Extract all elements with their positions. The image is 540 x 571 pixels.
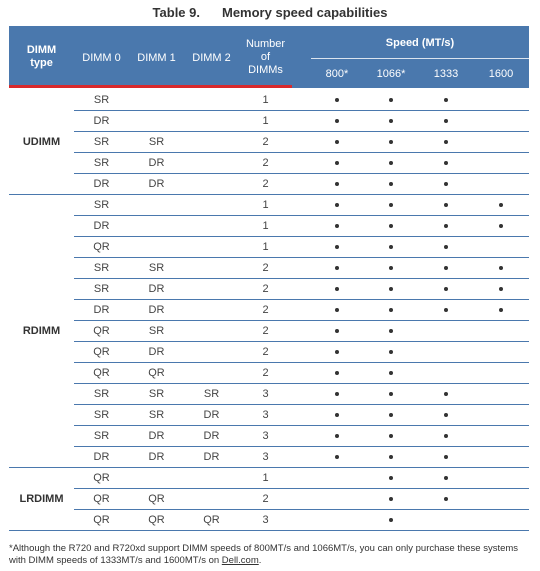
header-accent-bar: [9, 85, 292, 88]
supported-dot: [389, 329, 393, 333]
cell-dimm2: [184, 111, 239, 132]
table-row: [9, 447, 529, 468]
supported-dot: [389, 434, 393, 438]
cell-dimm0: SR: [93, 199, 110, 211]
header-speed-1066: 1066*: [376, 68, 406, 80]
cell-number-of-dimms: 2: [262, 346, 269, 358]
cell-dimm2: [184, 258, 239, 279]
supported-dot: [444, 287, 448, 291]
supported-dot: [499, 203, 503, 207]
cell-dimm1: SR: [148, 325, 165, 337]
table-row: [9, 468, 529, 489]
cell-dimm1: DR: [148, 304, 165, 316]
table-title: Memory speed capabilities: [222, 5, 388, 20]
cell-number-of-dimms: 1: [262, 220, 269, 232]
cell-dimm2: [184, 153, 239, 174]
supported-dot: [444, 161, 448, 165]
table-row: [9, 195, 529, 216]
table-row: [9, 321, 529, 342]
supported-dot: [444, 182, 448, 186]
cell-dimm0: QR: [93, 514, 110, 526]
supported-dot: [335, 98, 339, 102]
cell-dimm1: DR: [148, 283, 165, 295]
table-row: [9, 111, 529, 132]
cell-dimm1: QR: [148, 493, 165, 505]
cell-dimm2: [184, 321, 239, 342]
cell-number-of-dimms: 2: [262, 178, 269, 190]
cell-dimm2: [184, 90, 239, 111]
supported-dot: [335, 203, 339, 207]
supported-dot: [389, 371, 393, 375]
supported-dot: [444, 497, 448, 501]
cell-dimm2: [184, 363, 239, 384]
supported-dot: [389, 245, 393, 249]
supported-dot: [389, 98, 393, 102]
supported-dot: [499, 308, 503, 312]
header-speed-1333: 1333: [433, 68, 459, 80]
cell-dimm2: DR: [203, 409, 220, 421]
cell-dimm2: [184, 216, 239, 237]
cell-dimm2: [184, 174, 239, 195]
cell-dimm1: [129, 90, 184, 111]
cell-dimm0: DR: [93, 178, 110, 190]
dimm-type-label: RDIMM: [22, 325, 61, 337]
cell-number-of-dimms: 2: [262, 325, 269, 337]
supported-dot: [335, 182, 339, 186]
header-speed-800: 800*: [325, 68, 349, 80]
supported-dot: [389, 182, 393, 186]
supported-dot: [444, 140, 448, 144]
table-row: [9, 489, 529, 510]
cell-dimm2: DR: [203, 430, 220, 442]
cell-dimm2: [184, 342, 239, 363]
cell-dimm0: DR: [93, 115, 110, 127]
footnote: [9, 543, 534, 567]
supported-dot: [444, 413, 448, 417]
cell-dimm1: [129, 237, 184, 258]
cell-dimm0: SR: [93, 157, 110, 169]
supported-dot: [389, 161, 393, 165]
supported-dot: [335, 224, 339, 228]
cell-dimm0: QR: [93, 472, 110, 484]
header-speed: Speed (MT/s): [385, 37, 455, 49]
supported-dot: [389, 497, 393, 501]
supported-dot: [444, 476, 448, 480]
table-row: [9, 237, 529, 258]
cell-number-of-dimms: 3: [262, 451, 269, 463]
supported-dot: [335, 119, 339, 123]
cell-number-of-dimms: 2: [262, 262, 269, 274]
cell-dimm1: SR: [148, 136, 165, 148]
cell-dimm1: QR: [148, 514, 165, 526]
supported-dot: [444, 224, 448, 228]
footnote-end: .: [258, 555, 262, 566]
table-row: [9, 216, 529, 237]
cell-number-of-dimms: 2: [262, 304, 269, 316]
cell-dimm0: SR: [93, 283, 110, 295]
cell-dimm2: [184, 195, 239, 216]
cell-dimm1: [129, 111, 184, 132]
supported-dot: [444, 245, 448, 249]
cell-dimm2: QR: [203, 514, 220, 526]
supported-dot: [389, 119, 393, 123]
cell-dimm2: [184, 300, 239, 321]
cell-dimm2: [184, 468, 239, 489]
cell-dimm2: [184, 489, 239, 510]
supported-dot: [389, 476, 393, 480]
table-caption: [0, 5, 540, 20]
supported-dot: [389, 203, 393, 207]
cell-dimm0: QR: [93, 346, 110, 358]
supported-dot: [335, 329, 339, 333]
cell-dimm0: DR: [93, 451, 110, 463]
cell-number-of-dimms: 2: [262, 283, 269, 295]
cell-dimm0: QR: [93, 493, 110, 505]
supported-dot: [444, 434, 448, 438]
cell-number-of-dimms: 1: [262, 472, 269, 484]
cell-dimm1: DR: [148, 451, 165, 463]
cell-number-of-dimms: 3: [262, 388, 269, 400]
footnote-text: *Although the R720 and R720xd support DIMM speeds of 800MT/s and 1066MT/s, you can only purchase these systems with DIMM speeds of 1333MT/s and 1600MT/s on: [9, 543, 519, 566]
cell-number-of-dimms: 3: [262, 430, 269, 442]
dimm-type-label: LRDIMM: [19, 493, 64, 505]
cell-number-of-dimms: 2: [262, 493, 269, 505]
cell-dimm1: DR: [148, 178, 165, 190]
cell-dimm1: QR: [148, 367, 165, 379]
supported-dot: [389, 224, 393, 228]
supported-dot: [444, 455, 448, 459]
header-dimm1: DIMM 1: [137, 52, 176, 64]
cell-number-of-dimms: 1: [262, 241, 269, 253]
supported-dot: [389, 287, 393, 291]
table-row: [9, 384, 529, 405]
cell-dimm1: SR: [148, 409, 165, 421]
supported-dot: [335, 266, 339, 270]
supported-dot: [389, 308, 393, 312]
header-speed-1600: 1600: [488, 68, 514, 80]
supported-dot: [499, 287, 503, 291]
cell-dimm1: [129, 468, 184, 489]
supported-dot: [444, 308, 448, 312]
cell-dimm0: SR: [93, 136, 110, 148]
cell-number-of-dimms: 1: [262, 94, 269, 106]
cell-dimm2: SR: [203, 388, 220, 400]
cell-dimm0: SR: [93, 388, 110, 400]
supported-dot: [389, 140, 393, 144]
cell-dimm0: QR: [93, 367, 110, 379]
supported-dot: [389, 518, 393, 522]
supported-dot: [335, 308, 339, 312]
cell-dimm0: DR: [93, 220, 110, 232]
cell-dimm1: [129, 216, 184, 237]
supported-dot: [444, 119, 448, 123]
table-row: [9, 153, 529, 174]
cell-dimm1: DR: [148, 346, 165, 358]
table-row: [9, 132, 529, 153]
supported-dot: [444, 392, 448, 396]
supported-dot: [335, 287, 339, 291]
supported-dot: [444, 203, 448, 207]
supported-dot: [335, 161, 339, 165]
supported-dot: [444, 98, 448, 102]
supported-dot: [335, 392, 339, 396]
table-row: [9, 90, 529, 111]
supported-dot: [499, 266, 503, 270]
supported-dot: [335, 140, 339, 144]
supported-dot: [389, 455, 393, 459]
supported-dot: [499, 224, 503, 228]
cell-dimm2: [184, 132, 239, 153]
cell-number-of-dimms: 2: [262, 367, 269, 379]
supported-dot: [335, 350, 339, 354]
cell-dimm0: QR: [93, 325, 110, 337]
group-separator: [9, 530, 529, 531]
supported-dot: [389, 413, 393, 417]
cell-dimm0: SR: [93, 94, 110, 106]
table-row: [9, 342, 529, 363]
cell-dimm0: SR: [93, 430, 110, 442]
dell-link[interactable]: Dell.com: [221, 555, 259, 566]
table-row: [9, 300, 529, 321]
table-row: [9, 510, 529, 531]
supported-dot: [335, 245, 339, 249]
cell-number-of-dimms: 1: [262, 199, 269, 211]
table-row: [9, 363, 529, 384]
cell-dimm1: DR: [148, 157, 165, 169]
cell-dimm1: [129, 195, 184, 216]
cell-dimm2: [184, 237, 239, 258]
table-row: [9, 405, 529, 426]
header-dimm0: DIMM 0: [82, 52, 121, 64]
cell-dimm0: SR: [93, 409, 110, 421]
table-row: [9, 174, 529, 195]
supported-dot: [389, 392, 393, 396]
table-row: [9, 426, 529, 447]
cell-dimm1: SR: [148, 388, 165, 400]
cell-dimm0: QR: [93, 241, 110, 253]
cell-dimm2: DR: [203, 451, 220, 463]
table-label: Table 9.: [152, 5, 200, 20]
supported-dot: [389, 266, 393, 270]
cell-dimm1: DR: [148, 430, 165, 442]
table-row: [9, 279, 529, 300]
cell-number-of-dimms: 3: [262, 514, 269, 526]
supported-dot: [335, 413, 339, 417]
supported-dot: [335, 434, 339, 438]
header-dimm2: DIMM 2: [192, 52, 231, 64]
header-speed-divider: [311, 58, 529, 59]
header-number-of-dimms: Number of DIMMs: [245, 38, 286, 76]
cell-dimm1: SR: [148, 262, 165, 274]
table-row: [9, 258, 529, 279]
supported-dot: [335, 371, 339, 375]
supported-dot: [389, 350, 393, 354]
supported-dot: [444, 266, 448, 270]
cell-dimm0: SR: [93, 262, 110, 274]
cell-number-of-dimms: 2: [262, 136, 269, 148]
supported-dot: [335, 455, 339, 459]
dimm-type-label: UDIMM: [22, 136, 61, 148]
cell-dimm0: DR: [93, 304, 110, 316]
cell-dimm2: [184, 279, 239, 300]
table-header: [9, 26, 529, 88]
cell-number-of-dimms: 1: [262, 115, 269, 127]
header-dimm-type: DIMM type: [26, 44, 57, 69]
cell-number-of-dimms: 3: [262, 409, 269, 421]
cell-number-of-dimms: 2: [262, 157, 269, 169]
